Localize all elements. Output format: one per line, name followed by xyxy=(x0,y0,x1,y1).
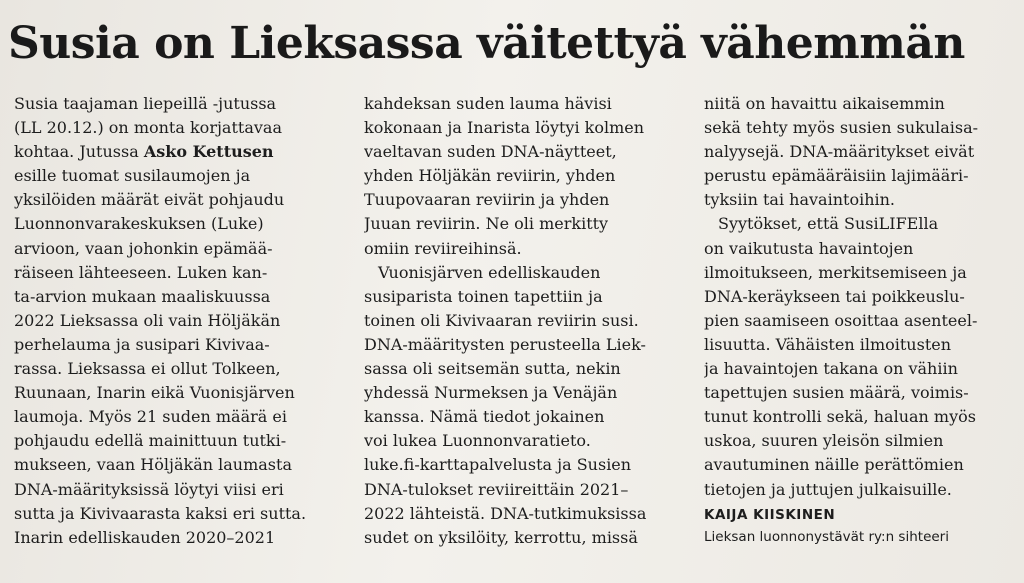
text-line: kokonaan ja Inarista löytyi kolmen xyxy=(364,118,645,138)
text-line: sekä tehty myös susien sukulaisa- xyxy=(704,118,979,138)
author-name: KAIJA KIISKINEN xyxy=(704,506,836,523)
article-column-2 xyxy=(364,92,674,550)
text-line: (LL 20.12.) on monta korjattavaa xyxy=(14,118,282,138)
article-headline: Susia on Lieksassa väitettyä vähemmän xyxy=(8,18,965,69)
text-line: Inarin edelliskauden 2020–2021 xyxy=(14,527,276,547)
text-line: sutta ja Kivivaarasta kaksi eri sutta. xyxy=(14,503,307,523)
text-line: tunut kontrolli sekä, haluan myös xyxy=(704,407,976,427)
text-line: ilmoitukseen, merkitsemiseen ja xyxy=(704,262,967,282)
text-line: lisuutta. Vähäisten ilmoitusten xyxy=(704,334,952,354)
text-line: Ruunaan, Inarin eikä Vuonisjärven xyxy=(14,383,295,403)
text-line: on vaikutusta havaintojen xyxy=(704,238,914,258)
text-line: DNA-määritysten perusteella Liek- xyxy=(364,334,646,354)
text-line: 2022 lähteistä. DNA-tutkimuksissa xyxy=(364,503,647,523)
text-line: pohjaudu edellä mainittuun tutki- xyxy=(14,431,287,451)
text-line: vaeltavan suden DNA-näytteet, xyxy=(364,142,617,162)
text-line: avautuminen näille perättömien xyxy=(704,455,964,475)
text-line: ta-arvion mukaan maaliskuussa xyxy=(14,286,271,306)
text-line: pien saamiseen osoittaa asenteel- xyxy=(704,310,978,330)
text-line: perustu epämääräisiin lajimääri- xyxy=(704,166,969,186)
text-line: perhelauma ja susipari Kivivaa- xyxy=(14,334,270,354)
text-line: ja havaintojen takana on vähiin xyxy=(704,359,958,379)
text-line: Syytökset, että SusiLIFElla xyxy=(718,214,939,234)
text-line: tyksiin tai havaintoihin. xyxy=(704,190,896,210)
text-line xyxy=(14,140,340,164)
text-line: laumoja. Myös 21 suden määrä ei xyxy=(14,407,287,427)
text-line: Susia taajaman liepeillä -jutussa xyxy=(14,94,277,113)
text-line: rassa. Lieksassa ei ollut Tolkeen, xyxy=(14,359,281,379)
text-line: räiseen lähteeseen. Luken kan- xyxy=(14,262,268,282)
person-name: Asko Kettusen xyxy=(143,142,274,162)
text-line: DNA-määrityksissä löytyi viisi eri xyxy=(14,479,284,499)
article-column-3 xyxy=(704,92,1004,548)
text-line: yhden Höljäkän reviirin, yhden xyxy=(364,166,616,186)
text-line: kahdeksan suden lauma hävisi xyxy=(364,94,612,113)
text-line: niitä on havaittu aikaisemmin xyxy=(704,94,945,113)
text-line: yksilöiden määrät eivät pohjaudu xyxy=(14,190,285,210)
text-line: yhdessä Nurmeksen ja Venäjän xyxy=(364,383,618,403)
text-line: uskoa, suuren yleisön silmien xyxy=(704,431,944,451)
text-line: toinen oli Kivivaaran reviirin susi. xyxy=(364,310,639,330)
text-line: DNA-tulokset reviireittäin 2021– xyxy=(364,479,629,499)
text-line: luke.fi-karttapalvelusta ja Susien xyxy=(364,455,632,475)
text-line: Tuupovaaran reviirin ja yhden xyxy=(364,190,610,210)
text-line: voi lukea Luonnonvaratieto. xyxy=(364,431,591,451)
text-line: Vuonisjärven edelliskauden xyxy=(378,262,601,282)
text-line: kanssa. Nämä tiedot jokainen xyxy=(364,407,605,427)
text-line: nalyysejä. DNA-määritykset eivät xyxy=(704,142,975,162)
text-line: esille tuomat susilaumojen ja xyxy=(14,166,251,186)
article-column-1 xyxy=(14,92,340,550)
text-line: Luonnonvarakeskuksen (Luke) xyxy=(14,214,264,234)
text-segment: kohtaa. Jutussa xyxy=(14,142,144,162)
text-line: sudet on yksilöity, kerrottu, missä xyxy=(364,527,638,547)
text-line: 2022 Lieksassa oli vain Höljäkän xyxy=(14,310,281,330)
text-line: DNA-keräykseen tai poikkeuslu- xyxy=(704,286,965,306)
text-line: tapettujen susien määrä, voimis- xyxy=(704,383,969,403)
text-line: tietojen ja juttujen julkaisuille. xyxy=(704,479,952,499)
text-line: susiparista toinen tapettiin ja xyxy=(364,286,603,306)
text-line: mukseen, vaan Höljäkän laumasta xyxy=(14,455,292,475)
author-organization: Lieksan luonnonystävät ry:n sihteeri xyxy=(704,528,949,545)
text-line: arvioon, vaan johonkin epämää- xyxy=(14,238,273,258)
text-line: sassa oli seitsemän sutta, nekin xyxy=(364,359,621,379)
text-line: Juuan reviirin. Ne oli merkitty xyxy=(364,214,609,234)
text-line: omiin reviireihinsä. xyxy=(364,238,522,258)
